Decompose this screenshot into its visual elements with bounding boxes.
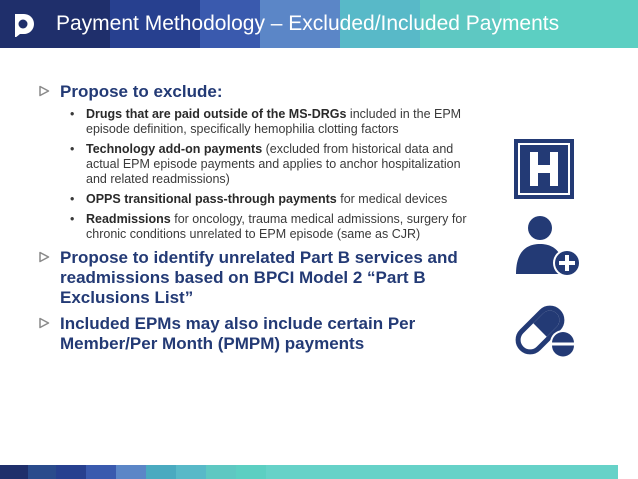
footer-band-segment <box>0 465 28 479</box>
sub-bullet-text: for medical devices <box>336 192 448 206</box>
footer-band-segment <box>266 465 618 479</box>
triangle-bullet-icon <box>38 251 50 263</box>
brand-logo-icon <box>10 11 36 37</box>
footer-band-segment <box>86 465 116 479</box>
pill-icon <box>510 296 578 360</box>
main-bullet-exclude <box>38 82 478 242</box>
sub-bullet-bold: Technology add-on payments <box>86 142 263 156</box>
logo-box <box>0 0 46 48</box>
footer-band <box>0 465 638 479</box>
sub-bullet-bold: Drugs that are paid outside of the MS-DRGs <box>86 107 347 121</box>
sub-bullet-text: (excluded from historical data and actual EPM episode payments and applies to anchor hospitalization and related readmissions) <box>86 142 461 186</box>
sub-bullet-bold: OPPS transitional pass-through payments <box>86 192 337 206</box>
footer-band-segment <box>146 465 176 479</box>
sub-bullet-text: included in the EPM episode definition, specifically hemophilia clotting factors <box>86 107 462 136</box>
footer-band-segment <box>28 465 56 479</box>
footer-band-segment <box>176 465 206 479</box>
page-title: Payment Methodology – Excluded/Included Payments <box>56 12 560 35</box>
hospital-icon <box>514 139 574 199</box>
main-bullet-text: Propose to exclude: <box>60 82 223 101</box>
main-bullet-text: Propose to identify unrelated Part B services and readmissions based on BPCI Model 2 “Part B Exclusions List” <box>60 248 458 307</box>
sub-bullet-item: • Drugs that are paid outside of the MS-DRGs included in the EPM episode definition, specifically hemophilia clotting factors <box>70 107 462 136</box>
user-add-icon <box>514 214 582 278</box>
footer-band-segment <box>206 465 236 479</box>
triangle-bullet-icon <box>38 317 50 329</box>
sub-bullet-item: • Technology add-on payments (excluded from historical data and actual EPM episode payments and applies to anchor hospitalization and related readmissions) <box>70 142 461 186</box>
sub-bullet-item: • Readmissions for oncology, trauma medical admissions, surgery for chronic conditions unrelated to EPM episode (same as CJR) <box>70 212 467 241</box>
main-bullet-text: Included EPMs may also include certain Per Member/Per Month (PMPM) payments <box>60 314 416 353</box>
footer-band-segment <box>116 465 146 479</box>
sub-bullet-list <box>68 107 478 242</box>
main-bullet-part-b <box>38 248 478 308</box>
sub-bullet-item: • OPPS transitional pass-through payments for medical devices <box>70 192 448 206</box>
content-area <box>38 82 478 360</box>
footer-band-segment <box>56 465 86 479</box>
main-bullet-pmpm <box>38 314 478 354</box>
sub-bullet-text: for oncology, trauma medical admissions, surgery for chronic conditions unrelated to EPM episode (same as CJR) <box>86 212 467 241</box>
sub-bullet-bold: Readmissions <box>86 212 171 226</box>
triangle-bullet-icon <box>38 85 50 97</box>
footer-band-segment <box>236 465 266 479</box>
